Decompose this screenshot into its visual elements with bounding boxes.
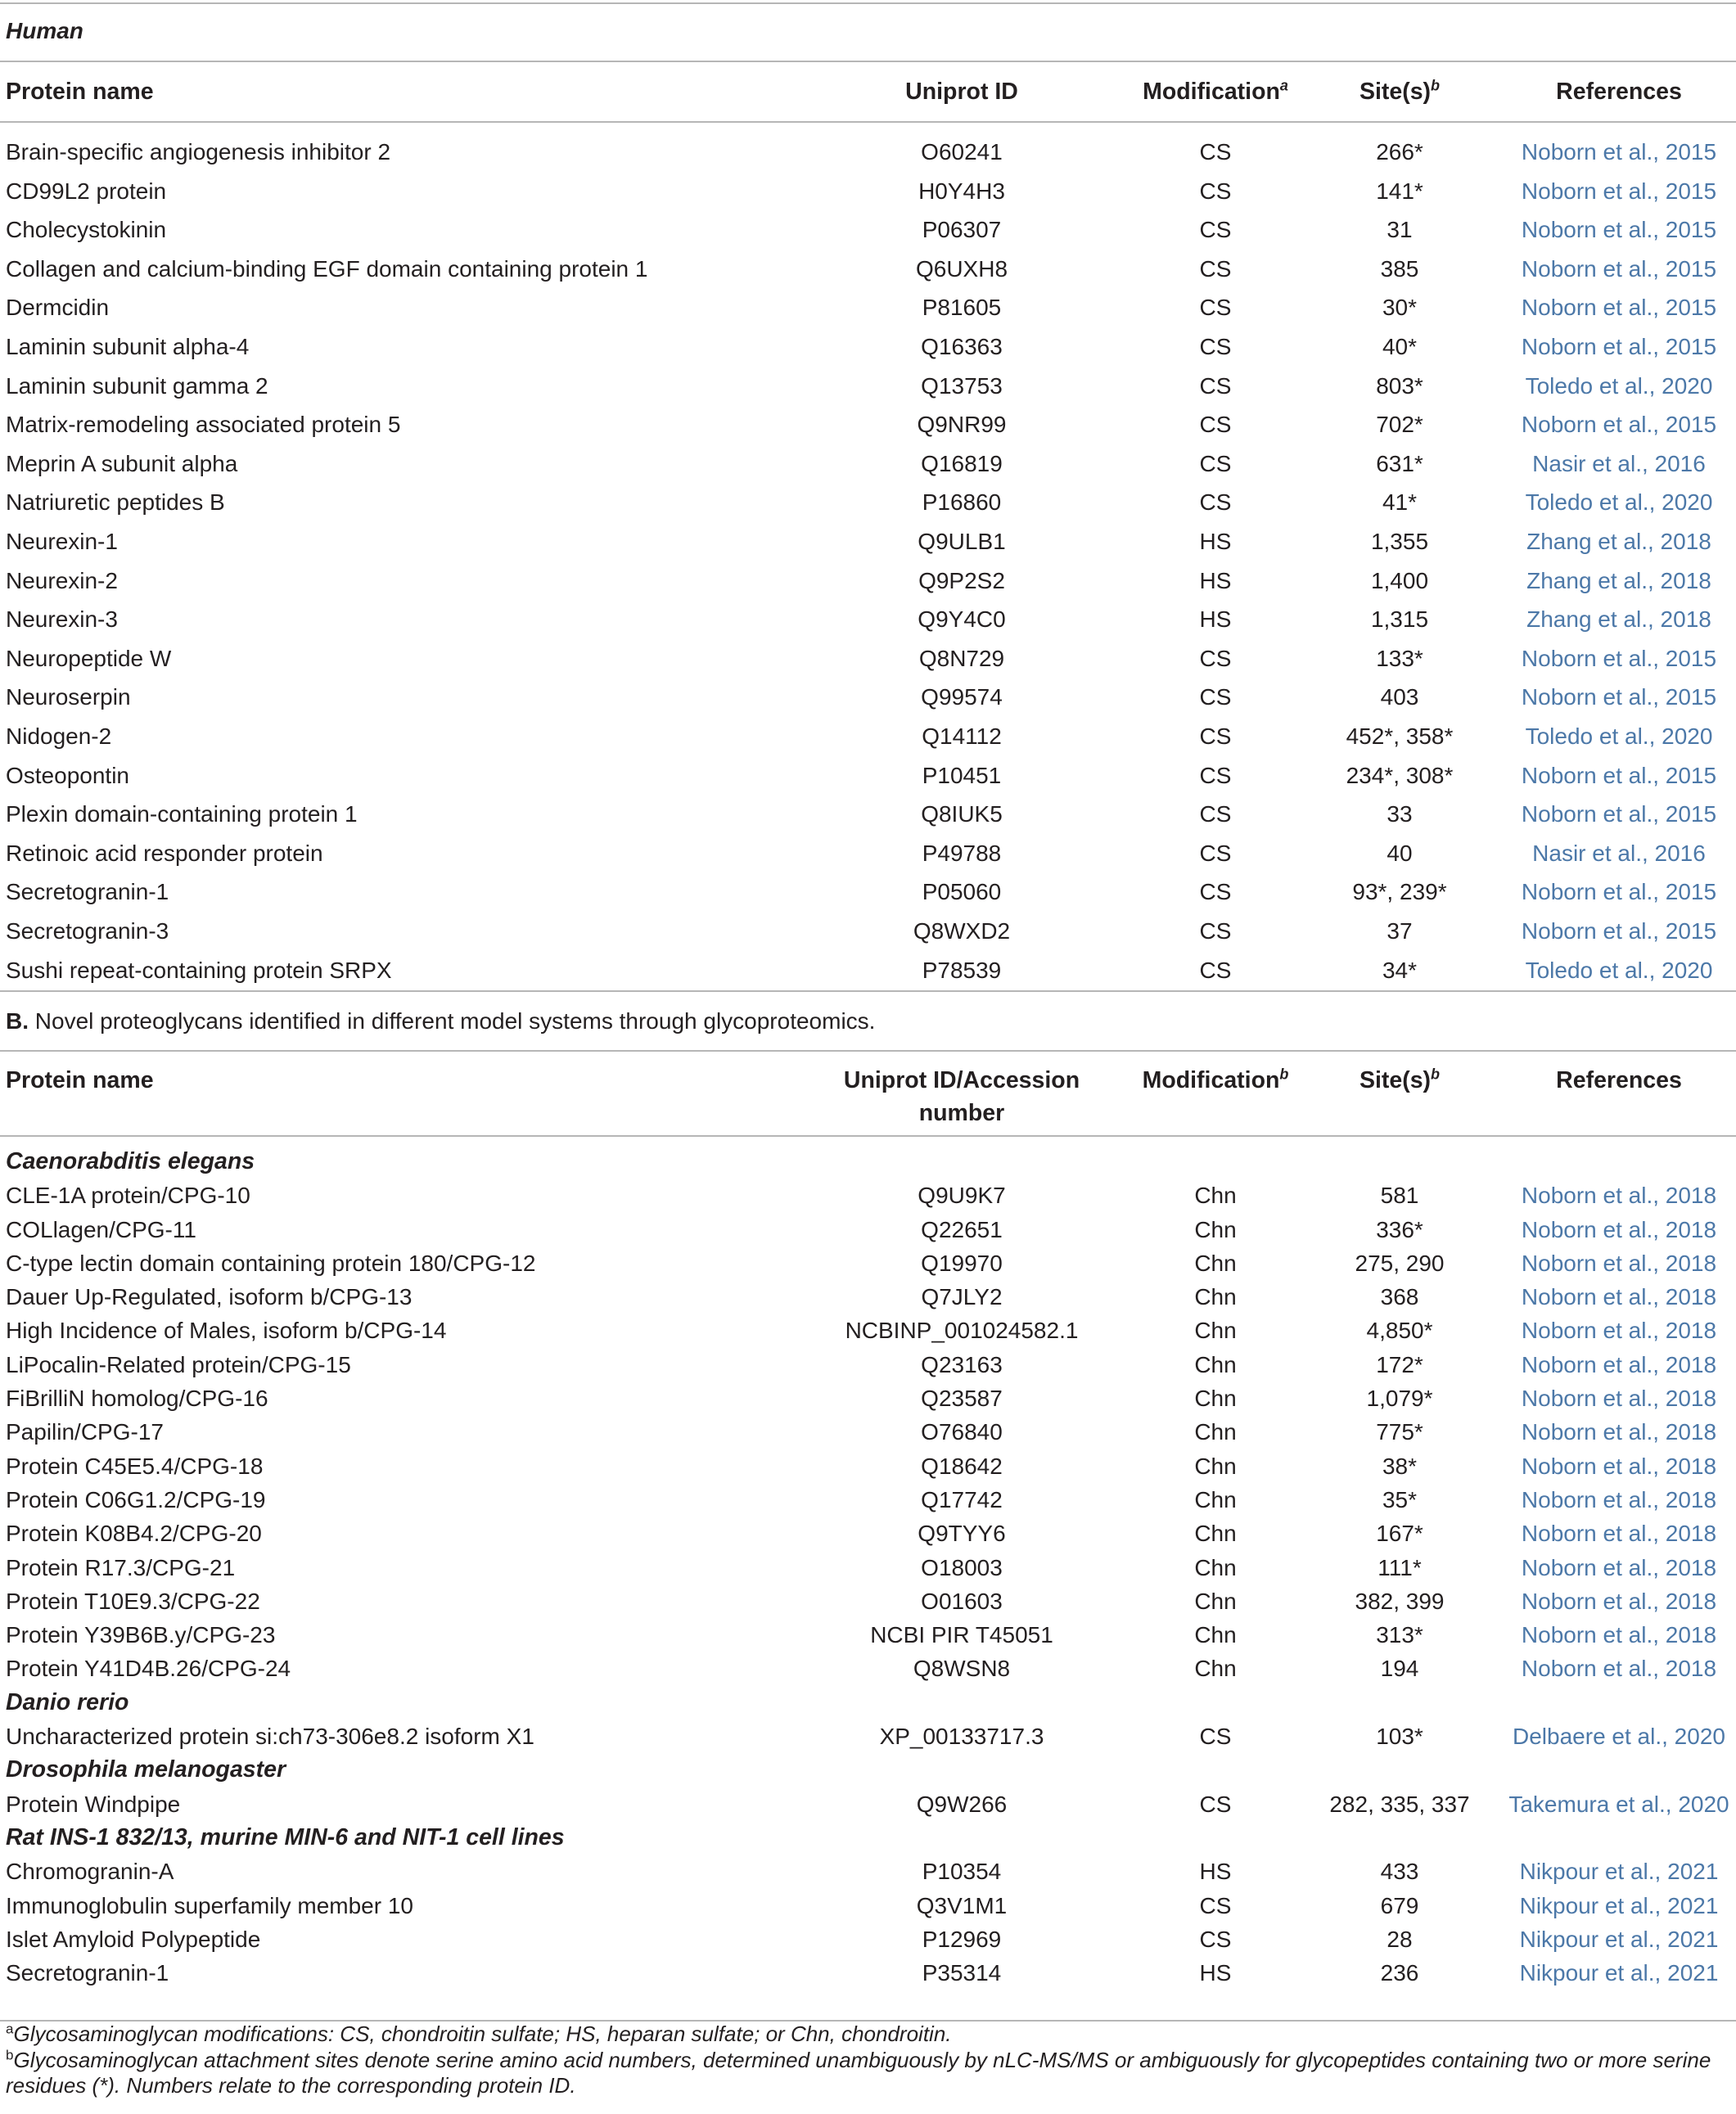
table-row <box>0 1517 1736 1550</box>
cell-modification: CS <box>1199 1792 1232 1817</box>
cell-protein-name: Protein R17.3/CPG-21 <box>6 1555 236 1580</box>
cell-sites: 141* <box>1376 178 1423 204</box>
cell-protein-name: CD99L2 protein <box>6 178 167 204</box>
header-modification <box>1134 75 1297 108</box>
cell-sites: 236 <box>1380 1960 1419 1986</box>
table-row <box>0 912 1736 950</box>
cell-reference[interactable]: Noborn et al., 2015 <box>1521 684 1717 710</box>
table-row <box>0 1855 1736 1888</box>
header-uniprot-line1: Uniprot ID/Accession <box>843 1067 1080 1093</box>
divider <box>0 1050 1736 1052</box>
cell-sites: 37 <box>1387 918 1413 944</box>
cell-reference[interactable]: Noborn et al., 2018 <box>1521 1284 1717 1309</box>
cell-protein-name: Neurexin-2 <box>6 568 118 593</box>
table-row <box>0 678 1736 716</box>
cell-sites: 368 <box>1380 1284 1419 1309</box>
cell-modification: CS <box>1199 918 1232 944</box>
cell-uniprot-id: P05060 <box>922 879 1002 904</box>
cell-sites: 581 <box>1380 1183 1419 1208</box>
cell-protein-name: Protein K08B4.2/CPG-20 <box>6 1521 262 1546</box>
cell-protein-name: Meprin A subunit alpha <box>6 451 238 476</box>
cell-protein-name: Protein Y39B6B.y/CPG-23 <box>6 1622 276 1647</box>
cell-modification: CS <box>1199 801 1232 827</box>
table-row <box>0 1618 1736 1652</box>
cell-uniprot-id: P12969 <box>922 1927 1002 1952</box>
cell-protein-name: Brain-specific angiogenesis inhibitor 2 <box>6 139 391 165</box>
cell-protein-name: Osteopontin <box>6 763 129 788</box>
divider <box>0 990 1736 992</box>
cell-uniprot-id: Q9U9K7 <box>918 1183 1006 1208</box>
cell-uniprot-id: Q18642 <box>921 1454 1003 1479</box>
cell-sites: 403 <box>1380 684 1419 710</box>
table-row <box>0 1213 1736 1246</box>
cell-sites: 30* <box>1382 295 1418 320</box>
cell-reference[interactable]: Noborn et al., 2018 <box>1521 1318 1717 1343</box>
cell-reference[interactable]: Noborn et al., 2015 <box>1521 178 1717 204</box>
cell-protein-name: Laminin subunit gamma 2 <box>6 373 268 399</box>
cell-modification: HS <box>1199 1859 1232 1884</box>
cell-modification: Chn <box>1194 1487 1237 1512</box>
table-row <box>0 872 1736 911</box>
cell-sites: 194 <box>1380 1656 1419 1681</box>
cell-protein-name: Islet Amyloid Polypeptide <box>6 1927 261 1952</box>
cell-sites: 775* <box>1376 1419 1423 1445</box>
species-group-title: Caenorabditis elegans <box>6 1148 255 1174</box>
cell-protein-name: Dermcidin <box>6 295 110 320</box>
cell-protein-name: Nidogen-2 <box>6 723 112 749</box>
cell-sites: 28 <box>1387 1927 1413 1952</box>
table-row <box>0 483 1736 521</box>
cell-reference[interactable]: Toledo et al., 2020 <box>1525 489 1713 515</box>
table-row <box>0 1652 1736 1685</box>
cell-sites: 382, 399 <box>1355 1589 1445 1614</box>
cell-uniprot-id: Q9TYY6 <box>918 1521 1006 1546</box>
cell-reference[interactable]: Noborn et al., 2018 <box>1521 1352 1717 1377</box>
cell-uniprot-id: H0Y4H3 <box>918 178 1005 204</box>
cell-reference[interactable]: Zhang et al., 2018 <box>1526 568 1711 593</box>
table-row <box>0 288 1736 327</box>
table-row <box>0 951 1736 989</box>
cell-protein-name: Neuropeptide W <box>6 646 172 671</box>
cell-uniprot-id: Q17742 <box>921 1487 1003 1512</box>
cell-uniprot-id: Q22651 <box>921 1217 1003 1242</box>
cell-reference[interactable]: Noborn et al., 2015 <box>1521 646 1717 671</box>
cell-sites: 133* <box>1376 646 1423 671</box>
cell-reference[interactable]: Noborn et al., 2015 <box>1521 918 1717 944</box>
table-row <box>0 1956 1736 1990</box>
cell-reference[interactable]: Nikpour et al., 2021 <box>1519 1893 1719 1918</box>
cell-uniprot-id: Q9ULB1 <box>918 529 1006 554</box>
cell-sites: 1,315 <box>1370 606 1429 632</box>
cell-protein-name: Laminin subunit alpha-4 <box>6 334 250 359</box>
cell-sites: 679 <box>1380 1893 1419 1918</box>
cell-uniprot-id: Q23587 <box>921 1386 1003 1411</box>
cell-modification: Chn <box>1194 1183 1237 1208</box>
cell-modification: Chn <box>1194 1622 1237 1647</box>
table-row <box>0 1889 1736 1922</box>
header-modification-label: Modification <box>1143 79 1280 105</box>
table-row <box>0 639 1736 678</box>
cell-sites: 1,355 <box>1370 529 1429 554</box>
cell-reference[interactable]: Nasir et al., 2016 <box>1532 451 1706 476</box>
species-group-title: Danio rerio <box>6 1689 129 1715</box>
cell-sites: 702* <box>1376 412 1423 437</box>
cell-sites: 40 <box>1387 841 1413 866</box>
cell-protein-name: Chromogranin-A <box>6 1859 174 1884</box>
header-sites <box>1310 1064 1490 1097</box>
table-row <box>0 405 1736 444</box>
cell-protein-name: Neurexin-3 <box>6 606 118 632</box>
cell-uniprot-id: O76840 <box>921 1419 1003 1445</box>
cell-modification: CS <box>1199 841 1232 866</box>
cell-reference[interactable]: Noborn et al., 2018 <box>1521 1555 1717 1580</box>
cell-protein-name: Plexin domain-containing protein 1 <box>6 801 358 827</box>
cell-protein-name: Immunoglobulin superfamily member 10 <box>6 1893 413 1918</box>
table-row <box>0 1720 1736 1753</box>
cell-modification: CS <box>1199 684 1232 710</box>
cell-protein-name: Protein C06G1.2/CPG-19 <box>6 1487 266 1512</box>
cell-sites: 282, 335, 337 <box>1329 1792 1470 1817</box>
cell-protein-name: Dauer Up-Regulated, isoform b/CPG-13 <box>6 1284 413 1309</box>
cell-protein-name: Matrix-remodeling associated protein 5 <box>6 412 401 437</box>
cell-reference[interactable]: Noborn et al., 2018 <box>1521 1487 1717 1512</box>
cell-reference[interactable]: Delbaere et al., 2020 <box>1513 1724 1725 1749</box>
cell-sites: 35* <box>1382 1487 1418 1512</box>
cell-uniprot-id: Q99574 <box>921 684 1003 710</box>
cell-reference[interactable]: Nasir et al., 2016 <box>1532 841 1706 866</box>
cell-modification: HS <box>1199 606 1232 632</box>
cell-modification: CS <box>1199 1927 1232 1952</box>
cell-reference[interactable]: Noborn et al., 2018 <box>1521 1217 1717 1242</box>
cell-protein-name: Retinoic acid responder protein <box>6 841 323 866</box>
cell-uniprot-id: Q9P2S2 <box>918 568 1005 593</box>
cell-uniprot-id: Q6UXH8 <box>915 256 1008 282</box>
cell-sites: 31 <box>1387 217 1413 242</box>
cell-modification: Chn <box>1194 1251 1237 1276</box>
cell-reference[interactable]: Noborn et al., 2015 <box>1521 256 1717 282</box>
table-row <box>0 1280 1736 1314</box>
table-row <box>0 327 1736 366</box>
cell-reference[interactable]: Noborn et al., 2015 <box>1521 295 1717 320</box>
cell-uniprot-id: P35314 <box>922 1960 1002 1986</box>
cell-uniprot-id: O60241 <box>921 139 1003 165</box>
cell-uniprot-id: Q14112 <box>922 723 1002 749</box>
caption-label: B. <box>6 1008 29 1034</box>
cell-protein-name: Cholecystokinin <box>6 217 167 242</box>
header-modification-label: Modification <box>1142 1067 1280 1093</box>
header-protein-name: Protein name <box>6 79 154 105</box>
cell-reference[interactable]: Toledo et al., 2020 <box>1525 723 1713 749</box>
cell-modification: HS <box>1199 568 1232 593</box>
cell-sites: 266* <box>1376 139 1423 165</box>
cell-modification: CS <box>1199 489 1232 515</box>
cell-modification: CS <box>1199 139 1232 165</box>
table-row <box>0 444 1736 483</box>
table-row <box>0 172 1736 210</box>
cell-protein-name: Natriuretic peptides B <box>6 489 225 515</box>
cell-uniprot-id: O01603 <box>921 1589 1003 1614</box>
cell-protein-name: Secretogranin-1 <box>6 1960 169 1986</box>
cell-protein-name: High Incidence of Males, isoform b/CPG-14 <box>6 1318 447 1343</box>
table-row <box>0 1314 1736 1347</box>
cell-modification: Chn <box>1194 1386 1237 1411</box>
divider <box>0 1135 1736 1137</box>
cell-uniprot-id: Q9Y4C0 <box>918 606 1006 632</box>
cell-protein-name: Secretogranin-1 <box>6 879 169 904</box>
cell-sites: 1,400 <box>1370 568 1429 593</box>
header-references: References <box>1556 79 1682 105</box>
footnote-mark: a <box>1279 77 1288 94</box>
header-sites <box>1310 75 1490 108</box>
cell-protein-name: Protein Y41D4B.26/CPG-24 <box>6 1656 291 1681</box>
cell-sites: 111* <box>1378 1555 1422 1580</box>
cell-modification: Chn <box>1194 1454 1237 1479</box>
cell-reference[interactable]: Noborn et al., 2018 <box>1521 1251 1717 1276</box>
cell-modification: CS <box>1199 451 1232 476</box>
cell-modification: CS <box>1199 646 1232 671</box>
cell-reference[interactable]: Zhang et al., 2018 <box>1526 529 1711 554</box>
table-row <box>0 1787 1736 1821</box>
cell-sites: 34* <box>1382 958 1418 983</box>
cell-protein-name: Protein T10E9.3/CPG-22 <box>6 1589 260 1614</box>
cell-sites: 38* <box>1382 1454 1418 1479</box>
cell-uniprot-id: Q3V1M1 <box>916 1893 1008 1918</box>
cell-protein-name: COLlagen/CPG-11 <box>6 1217 196 1242</box>
cell-modification: CS <box>1199 879 1232 904</box>
cell-uniprot-id: P78539 <box>922 958 1002 983</box>
cell-modification: Chn <box>1194 1217 1237 1242</box>
cell-protein-name: Protein C45E5.4/CPG-18 <box>6 1454 264 1479</box>
table-row <box>0 1179 1736 1212</box>
header-sites-label: Site(s) <box>1359 79 1432 105</box>
cell-reference[interactable]: Noborn et al., 2018 <box>1521 1521 1717 1546</box>
cell-uniprot-id: P81605 <box>922 295 1002 320</box>
cell-uniprot-id: Q8IUK5 <box>921 801 1003 827</box>
cell-sites: 40* <box>1382 334 1418 359</box>
cell-uniprot-id: Q16363 <box>921 334 1003 359</box>
table-row <box>0 1584 1736 1618</box>
table-row <box>0 1551 1736 1584</box>
table-row <box>0 522 1736 561</box>
footnote-mark: a <box>6 2021 14 2037</box>
cell-sites: 803* <box>1376 373 1423 399</box>
cell-uniprot-id: Q16819 <box>921 451 1003 476</box>
cell-uniprot-id: Q9NR99 <box>917 412 1007 437</box>
cell-uniprot-id: NCBI PIR T45051 <box>870 1622 1053 1647</box>
cell-modification: CS <box>1199 256 1232 282</box>
cell-modification: Chn <box>1194 1318 1237 1343</box>
cell-sites: 33 <box>1387 801 1413 827</box>
cell-uniprot-id: Q8WXD2 <box>913 918 1011 944</box>
table-row <box>0 250 1736 288</box>
footnote-mark: b <box>1431 1066 1441 1083</box>
cell-modification: CS <box>1199 334 1232 359</box>
table-row <box>0 561 1736 600</box>
table-row <box>0 1246 1736 1280</box>
cell-protein-name: Neuroserpin <box>6 684 131 710</box>
cell-modification: Chn <box>1194 1419 1237 1445</box>
cell-sites: 1,079* <box>1366 1386 1433 1411</box>
cell-reference[interactable]: Toledo et al., 2020 <box>1525 958 1713 983</box>
cell-sites: 234*, 308* <box>1346 763 1454 788</box>
header-protein-name: Protein name <box>6 1067 154 1093</box>
cell-modification: CS <box>1199 958 1232 983</box>
cell-uniprot-id: P06307 <box>922 217 1002 242</box>
header-uniprot-id: Uniprot ID <box>905 79 1018 105</box>
cell-sites: 41* <box>1382 489 1418 515</box>
cell-modification: Chn <box>1194 1656 1237 1681</box>
cell-uniprot-id: Q19970 <box>921 1251 1003 1276</box>
cell-sites: 433 <box>1380 1859 1419 1884</box>
table-row <box>0 1415 1736 1449</box>
cell-protein-name: CLE-1A protein/CPG-10 <box>6 1183 250 1208</box>
cell-reference[interactable]: Nikpour et al., 2021 <box>1519 1960 1719 1986</box>
cell-sites: 4,850* <box>1366 1318 1433 1343</box>
cell-reference[interactable]: Noborn et al., 2015 <box>1521 763 1717 788</box>
cell-uniprot-id: P49788 <box>922 841 1002 866</box>
table-row <box>0 834 1736 872</box>
table-row <box>0 717 1736 755</box>
cell-reference[interactable]: Noborn et al., 2015 <box>1521 412 1717 437</box>
cell-reference[interactable]: Noborn et al., 2015 <box>1521 801 1717 827</box>
table-b-caption <box>6 1008 875 1034</box>
cell-uniprot-id: P10451 <box>922 763 1002 788</box>
cell-protein-name: Collagen and calcium-binding EGF domain containing protein 1 <box>6 256 648 282</box>
footnote-text: Glycosaminoglycan modifications: CS, chondroitin sulfate; HS, heparan sulfate; or Chn, chondroitin. <box>13 2022 952 2046</box>
cell-modification: Chn <box>1194 1284 1237 1309</box>
table-row <box>0 1449 1736 1483</box>
cell-sites: 385 <box>1380 256 1419 282</box>
divider <box>0 61 1736 62</box>
header-uniprot-line2: number <box>918 1100 1005 1126</box>
cell-modification: Chn <box>1194 1352 1237 1377</box>
species-group-title: Rat INS-1 832/13, murine MIN-6 and NIT-1 cell lines <box>6 1824 565 1850</box>
cell-reference[interactable]: Noborn et al., 2015 <box>1521 217 1717 242</box>
cell-uniprot-id: P10354 <box>922 1859 1002 1884</box>
cell-modification: CS <box>1199 295 1232 320</box>
cell-modification: HS <box>1199 529 1232 554</box>
cell-reference[interactable]: Takemura et al., 2020 <box>1508 1792 1729 1817</box>
footnote-mark: b <box>6 2047 14 2063</box>
footnote-mark: b <box>1279 1066 1289 1083</box>
table-row <box>0 1382 1736 1415</box>
cell-reference[interactable]: Noborn et al., 2018 <box>1521 1454 1717 1479</box>
cell-uniprot-id: XP_00133717.3 <box>879 1724 1044 1749</box>
group-title-human: Human <box>6 18 83 43</box>
cell-protein-name: Uncharacterized protein si:ch73-306e8.2 isoform X1 <box>6 1724 534 1749</box>
species-group-title: Drosophila melanogaster <box>6 1756 286 1783</box>
table-row <box>0 1922 1736 1956</box>
header-uniprot-accession <box>818 1064 1105 1129</box>
cell-reference[interactable]: Zhang et al., 2018 <box>1526 606 1711 632</box>
cell-modification: CS <box>1199 1724 1232 1749</box>
cell-modification: Chn <box>1194 1555 1237 1580</box>
cell-uniprot-id: NCBINP_001024582.1 <box>845 1318 1079 1343</box>
cell-modification: HS <box>1199 1960 1232 1986</box>
table-row <box>0 795 1736 833</box>
cell-reference[interactable]: Noborn et al., 2018 <box>1521 1656 1717 1681</box>
cell-reference[interactable]: Noborn et al., 2018 <box>1521 1589 1717 1614</box>
cell-reference[interactable]: Nikpour et al., 2021 <box>1519 1927 1719 1952</box>
cell-modification: CS <box>1199 763 1232 788</box>
cell-reference[interactable]: Noborn et al., 2018 <box>1521 1183 1717 1208</box>
table-row <box>0 1483 1736 1517</box>
table-row <box>0 133 1736 171</box>
cell-modification: Chn <box>1194 1589 1237 1614</box>
cell-modification: Chn <box>1194 1521 1237 1546</box>
cell-reference[interactable]: Nikpour et al., 2021 <box>1519 1859 1719 1884</box>
cell-uniprot-id: Q23163 <box>921 1352 1003 1377</box>
footnote-b <box>6 2048 1733 2098</box>
cell-protein-name: Secretogranin-3 <box>6 918 169 944</box>
cell-modification: CS <box>1199 217 1232 242</box>
cell-sites: 313* <box>1376 1622 1423 1647</box>
cell-reference[interactable]: Noborn et al., 2018 <box>1521 1386 1717 1411</box>
cell-uniprot-id: O18003 <box>921 1555 1003 1580</box>
cell-modification: CS <box>1199 1893 1232 1918</box>
cell-protein-name: LiPocalin-Related protein/CPG-15 <box>6 1352 351 1377</box>
header-references: References <box>1556 1067 1682 1093</box>
cell-reference[interactable]: Noborn et al., 2015 <box>1521 879 1717 904</box>
top-rule <box>0 2 1736 4</box>
cell-reference[interactable]: Noborn et al., 2018 <box>1521 1419 1717 1445</box>
cell-protein-name: Neurexin-1 <box>6 529 118 554</box>
footnote-text: Glycosaminoglycan attachment sites denote serine amino acid numbers, determined unambiguously by nLC-MS/MS or ambiguously for glycopeptides containing two or more serine residues (*). Numbers relate to the corresponding protein ID. <box>6 2048 1711 2098</box>
table-row <box>0 1348 1736 1382</box>
cell-protein-name: Papilin/CPG-17 <box>6 1419 164 1445</box>
cell-sites: 631* <box>1376 451 1423 476</box>
cell-sites: 275, 290 <box>1355 1251 1445 1276</box>
cell-modification: CS <box>1199 412 1232 437</box>
cell-uniprot-id: P16860 <box>922 489 1002 515</box>
cell-sites: 167* <box>1376 1521 1423 1546</box>
cell-reference[interactable]: Noborn et al., 2018 <box>1521 1622 1717 1647</box>
cell-sites: 452*, 358* <box>1346 723 1454 749</box>
table-row <box>0 210 1736 249</box>
cell-protein-name: C-type lectin domain containing protein 180/CPG-12 <box>6 1251 536 1276</box>
cell-protein-name: FiBrilliN homolog/CPG-16 <box>6 1386 268 1411</box>
cell-reference[interactable]: Toledo et al., 2020 <box>1525 373 1713 399</box>
header-sites-label: Site(s) <box>1359 1067 1432 1093</box>
header-modification <box>1134 1064 1297 1097</box>
cell-protein-name: Protein Windpipe <box>6 1792 181 1817</box>
cell-sites: 172* <box>1376 1352 1423 1377</box>
cell-uniprot-id: Q9W266 <box>916 1792 1008 1817</box>
cell-reference[interactable]: Noborn et al., 2015 <box>1521 139 1717 165</box>
cell-modification: CS <box>1199 373 1232 399</box>
divider <box>0 121 1736 123</box>
cell-uniprot-id: Q8WSN8 <box>913 1656 1011 1681</box>
cell-uniprot-id: Q7JLY2 <box>921 1284 1003 1309</box>
footnote-mark: b <box>1431 77 1441 94</box>
caption-text: Novel proteoglycans identified in different model systems through glycoproteomics. <box>29 1008 876 1034</box>
cell-modification: CS <box>1199 723 1232 749</box>
cell-uniprot-id: Q13753 <box>921 373 1003 399</box>
cell-reference[interactable]: Noborn et al., 2015 <box>1521 334 1717 359</box>
footnote-a <box>6 2022 1733 2047</box>
cell-modification: CS <box>1199 178 1232 204</box>
table-row <box>0 367 1736 405</box>
cell-protein-name: Sushi repeat-containing protein SRPX <box>6 958 392 983</box>
table-row <box>0 600 1736 638</box>
cell-uniprot-id: Q8N729 <box>918 646 1005 671</box>
cell-sites: 336* <box>1376 1217 1423 1242</box>
cell-sites: 103* <box>1376 1724 1423 1749</box>
table-row <box>0 756 1736 795</box>
cell-sites: 93*, 239* <box>1352 879 1447 904</box>
